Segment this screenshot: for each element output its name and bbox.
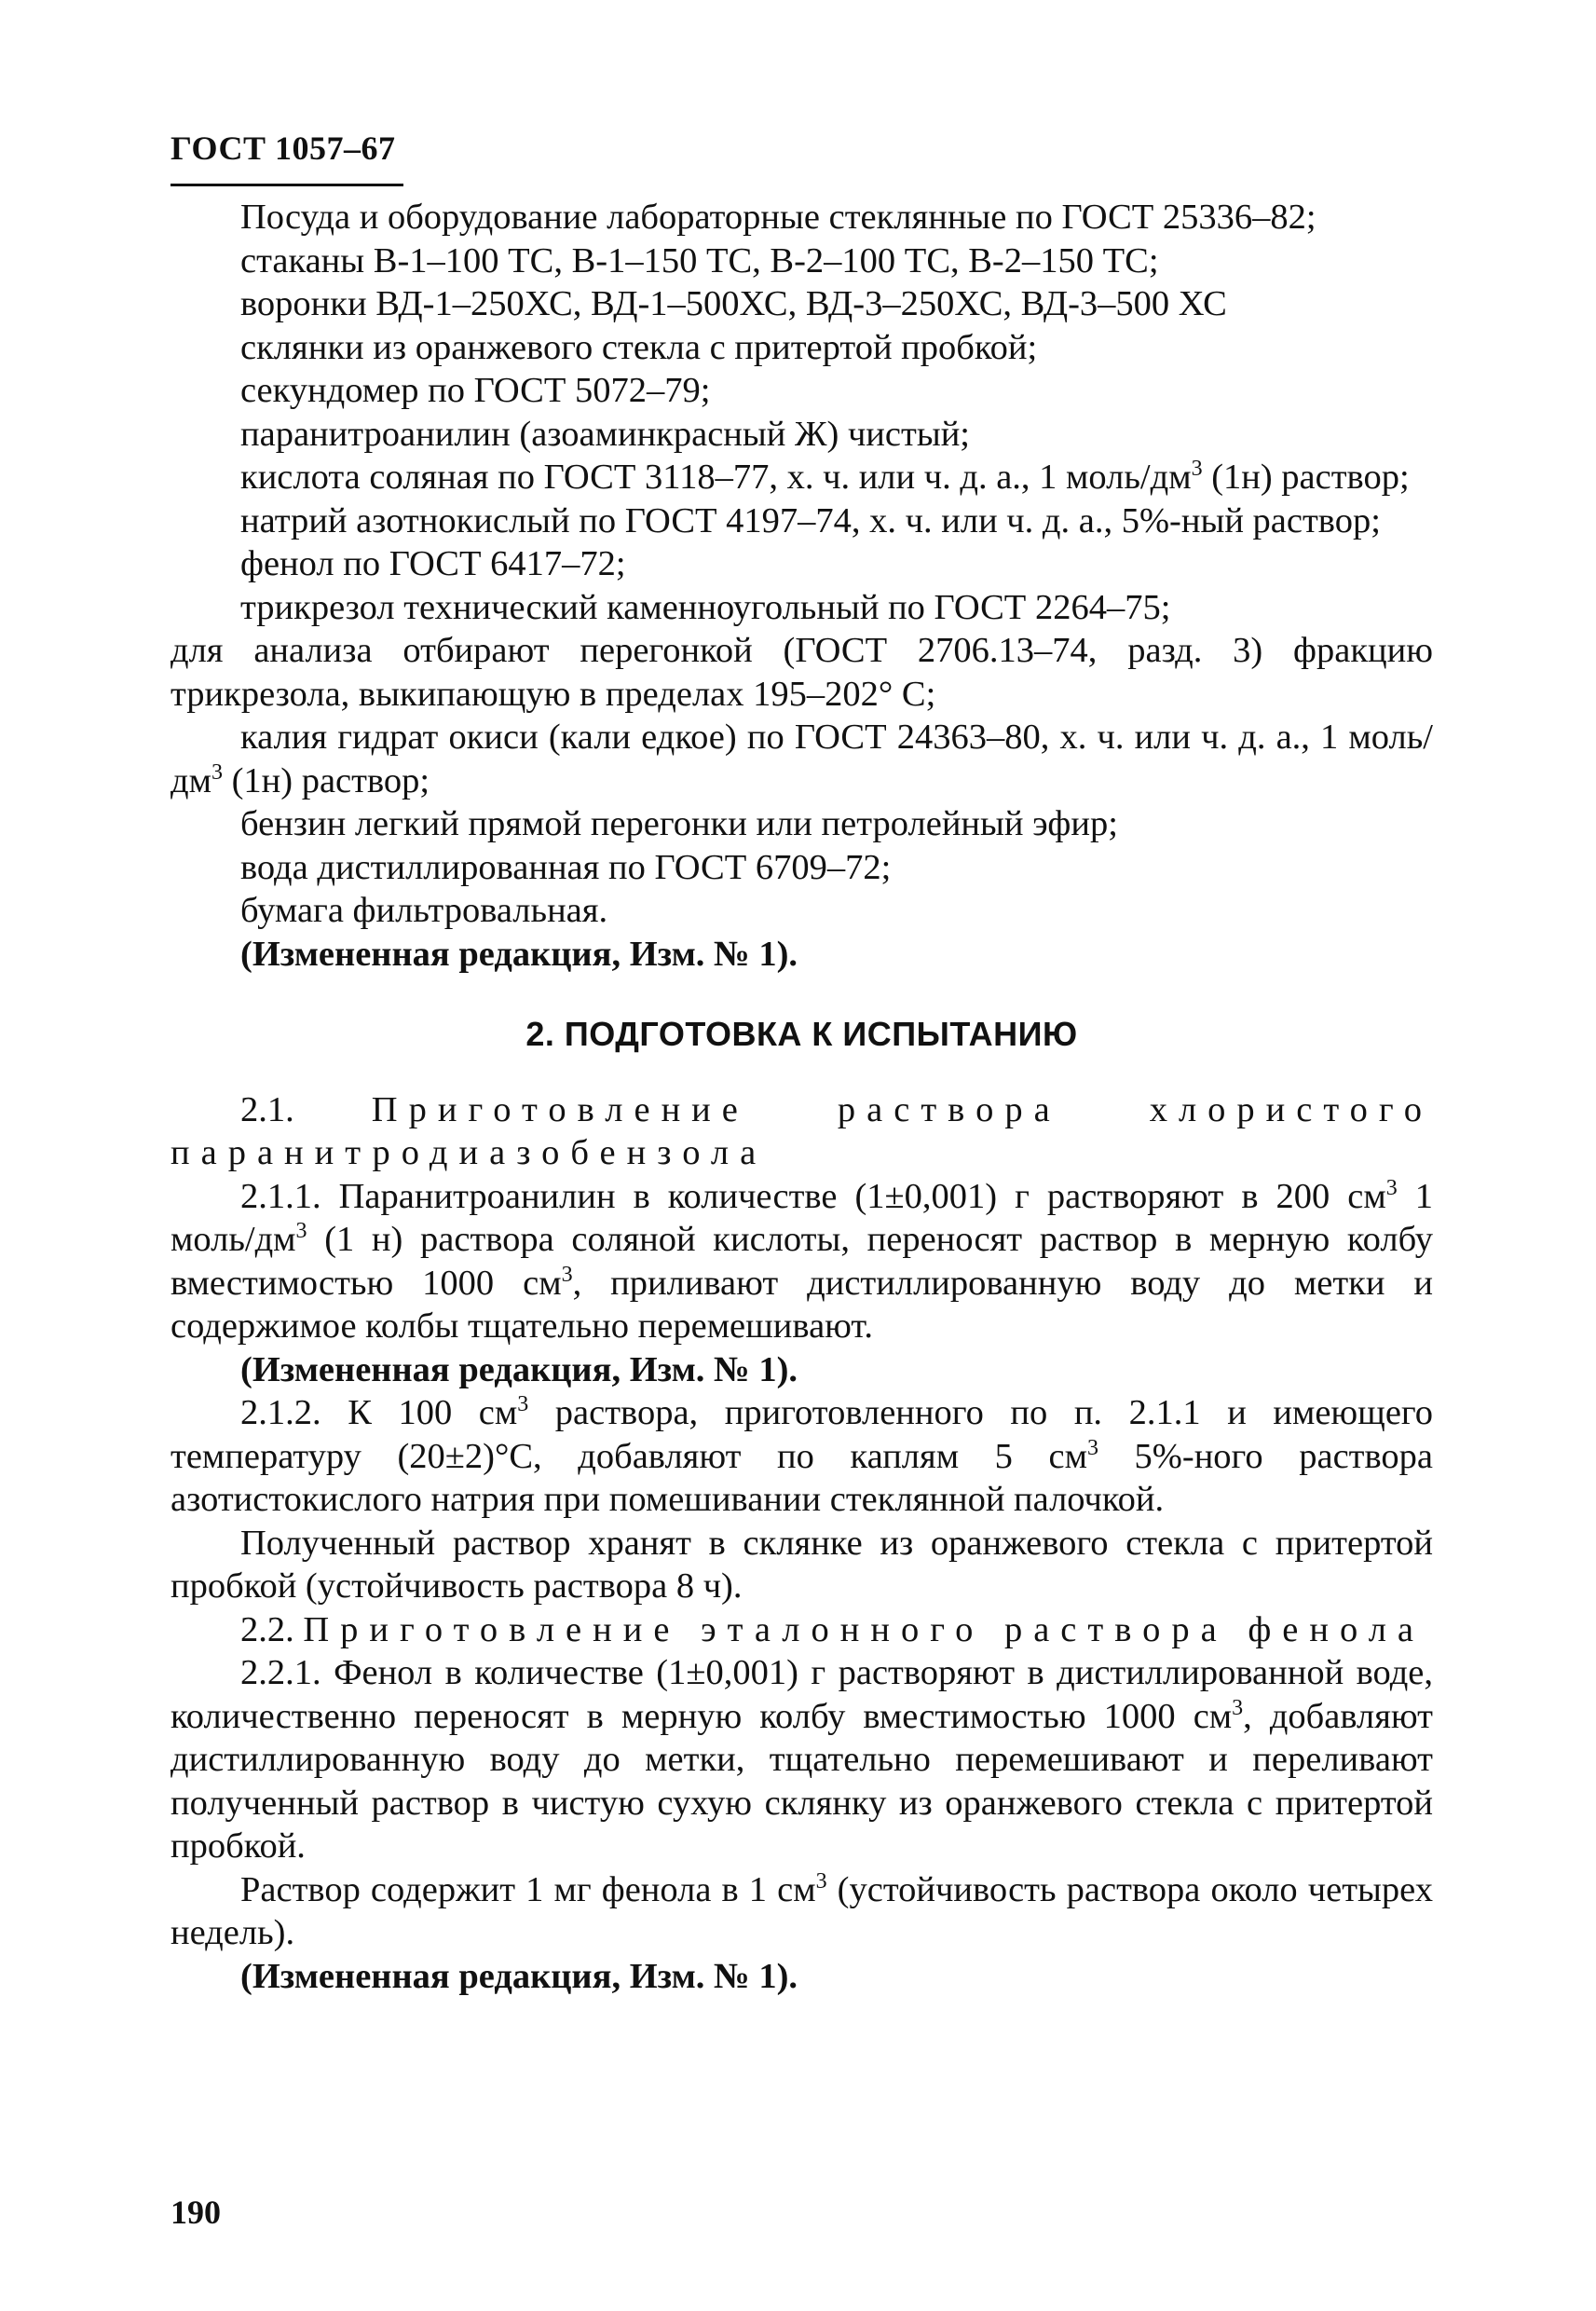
subsection-number: 2.1. — [240, 1089, 294, 1129]
section-title: 2. ПОДГОТОВКА К ИСПЫТАНИЮ — [525, 1015, 1078, 1053]
reagent-koh-tail: (1н) раствор; — [222, 760, 430, 800]
subsection-title: Приготовление раствора хлористого паранитродиазобензола — [171, 1089, 1434, 1172]
page-number: 190 — [171, 2194, 221, 2231]
reagent-distilled-water: вода дистиллированная по ГОСТ 6709–72; — [240, 847, 892, 887]
equipment-item-glassware: Посуда и оборудование лабораторные стеклянные по ГОСТ 25336–82; — [240, 198, 1316, 237]
phenol-concentration-paragraph — [171, 1868, 1433, 1955]
superscript: 3 — [1385, 1175, 1398, 1200]
doc-code-header: ГОСТ 1057–67 — [171, 130, 396, 167]
superscript: 3 — [295, 1219, 307, 1243]
reagent-potassium-hydroxide — [171, 716, 1433, 802]
reagent-hcl-tail: (1н) раствор; — [1202, 458, 1410, 497]
equipment-item-flasks: склянки из оранжевого стекла с притертой пробкой; — [240, 327, 1038, 367]
equipment-item-beakers: стаканы В-1–100 ТС, В-1–150 ТС, В-2–100 ТС, В-2–150 ТС; — [240, 240, 1159, 280]
storage-paragraph: Полученный раствор хранят в склянке из оранжевого стекла с притертой пробкой (устойчивость раствора 8 ч). — [171, 1523, 1433, 1606]
tricresol-note: для анализа отбирают перегонкой (ГОСТ 2706.13–74, разд. 3) фракцию трикрезола, выкипающую в пределах 195–202° С; — [171, 631, 1433, 714]
superscript: 3 — [211, 759, 223, 785]
paragraph-2-1-2 — [171, 1391, 1433, 1522]
reagent-hcl-text: кислота соляная по ГОСТ 3118–77, х. ч. или ч. д. а., 1 моль/дм — [240, 458, 1192, 497]
superscript: 3 — [517, 1392, 529, 1416]
amendment-note: (Измененная редакция, Изм. № 1). — [240, 1956, 798, 1996]
document-body — [171, 196, 1433, 1998]
amendment-note: (Измененная редакция, Изм. № 1). — [240, 1349, 798, 1389]
paragraph-text: 1 моль/дм — [171, 1176, 1434, 1259]
paragraph-text: (устойчивость раствора около четырех недель). — [171, 1869, 1433, 1952]
subsection-2-1-heading — [171, 1088, 1433, 1175]
superscript: 3 — [1086, 1435, 1098, 1460]
reagent-sodium-nitrite: натрий азотнокислый по ГОСТ 4197–74, х. ч. или ч. д. а., 5%-ный раствор; — [240, 500, 1381, 540]
paragraph-2-2-1 — [171, 1651, 1433, 1868]
superscript: 3 — [1232, 1695, 1244, 1720]
reagent-petrol: бензин легкий прямой перегонки или петролейный эфир; — [240, 804, 1118, 843]
paragraph-text: 2.1.1. Паранитроанилин в количестве (1±0,001) г растворяют в 200 см — [240, 1176, 1386, 1216]
subsection-2-2-heading — [171, 1608, 1433, 1652]
paragraph-text: Раствор содержит 1 мг фенола в 1 см — [240, 1869, 816, 1909]
paragraph-text: , добавляют дистиллированную воду до метки, тщательно перемешивают и переливают полученный раствор в чистую сухую склянку из оранжевого стекла с притертой пробкой. — [171, 1696, 1434, 1866]
paragraph-text: 2.2.1. Фенол в количестве (1±0,001) г растворяют в дистиллированной воде, количественно переносят в мерную колбу вместимостью 1000 см — [171, 1653, 1433, 1736]
subsection-number: 2.2. — [240, 1609, 294, 1649]
header-rule — [171, 184, 403, 186]
reagent-hydrochloric-acid — [171, 456, 1433, 499]
reagent-koh-text: калия гидрат окиси (кали едкое) по ГОСТ 24363–80, х. ч. или ч. д. а., 1 моль/дм — [171, 718, 1433, 800]
reagent-phenol: фенол по ГОСТ 6417–72; — [240, 544, 626, 583]
equipment-item-stopwatch: секундомер по ГОСТ 5072–79; — [240, 371, 711, 410]
subsection-title: Приготовление эталонного раствора фенола — [303, 1609, 1425, 1649]
amendment-note: (Измененная редакция, Изм. № 1). — [240, 934, 798, 974]
superscript: 3 — [561, 1262, 573, 1287]
paragraph-text: раствора, приготовленного по п. 2.1.1 и имеющего температуру (20±2)°С, добавляют по каплям 5 см — [171, 1393, 1433, 1476]
paragraph-text: 5%-ного раствора азотистокислого натрия при помешивании стеклянной палочкой. — [171, 1436, 1433, 1519]
paragraph-text: (1 н) раствора соляной кислоты, переносят раствор в мерную колбу вместимостью 1000 см — [171, 1220, 1433, 1303]
reagent-tricresol: трикрезол технический каменноугольный по ГОСТ 2264–75; — [240, 587, 1171, 627]
reagent-filter-paper: бумага фильтровальная. — [240, 891, 608, 930]
equipment-item-funnels: воронки ВД-1–250ХС, ВД-1–500ХС, ВД-3–250ХС, ВД-3–500 ХС — [240, 284, 1227, 323]
equipment-item-paranitroaniline: паранитроанилин (азоаминкрасный Ж) чистый; — [240, 414, 970, 454]
paragraph-2-1-1 — [171, 1175, 1433, 1348]
paragraph-text: , приливают дистиллированную воду до метки и содержимое колбы тщательно перемешивают. — [171, 1263, 1433, 1346]
paragraph-text: 2.1.2. К 100 см — [240, 1393, 518, 1432]
superscript: 3 — [815, 1868, 827, 1894]
superscript: 3 — [1191, 457, 1203, 481]
